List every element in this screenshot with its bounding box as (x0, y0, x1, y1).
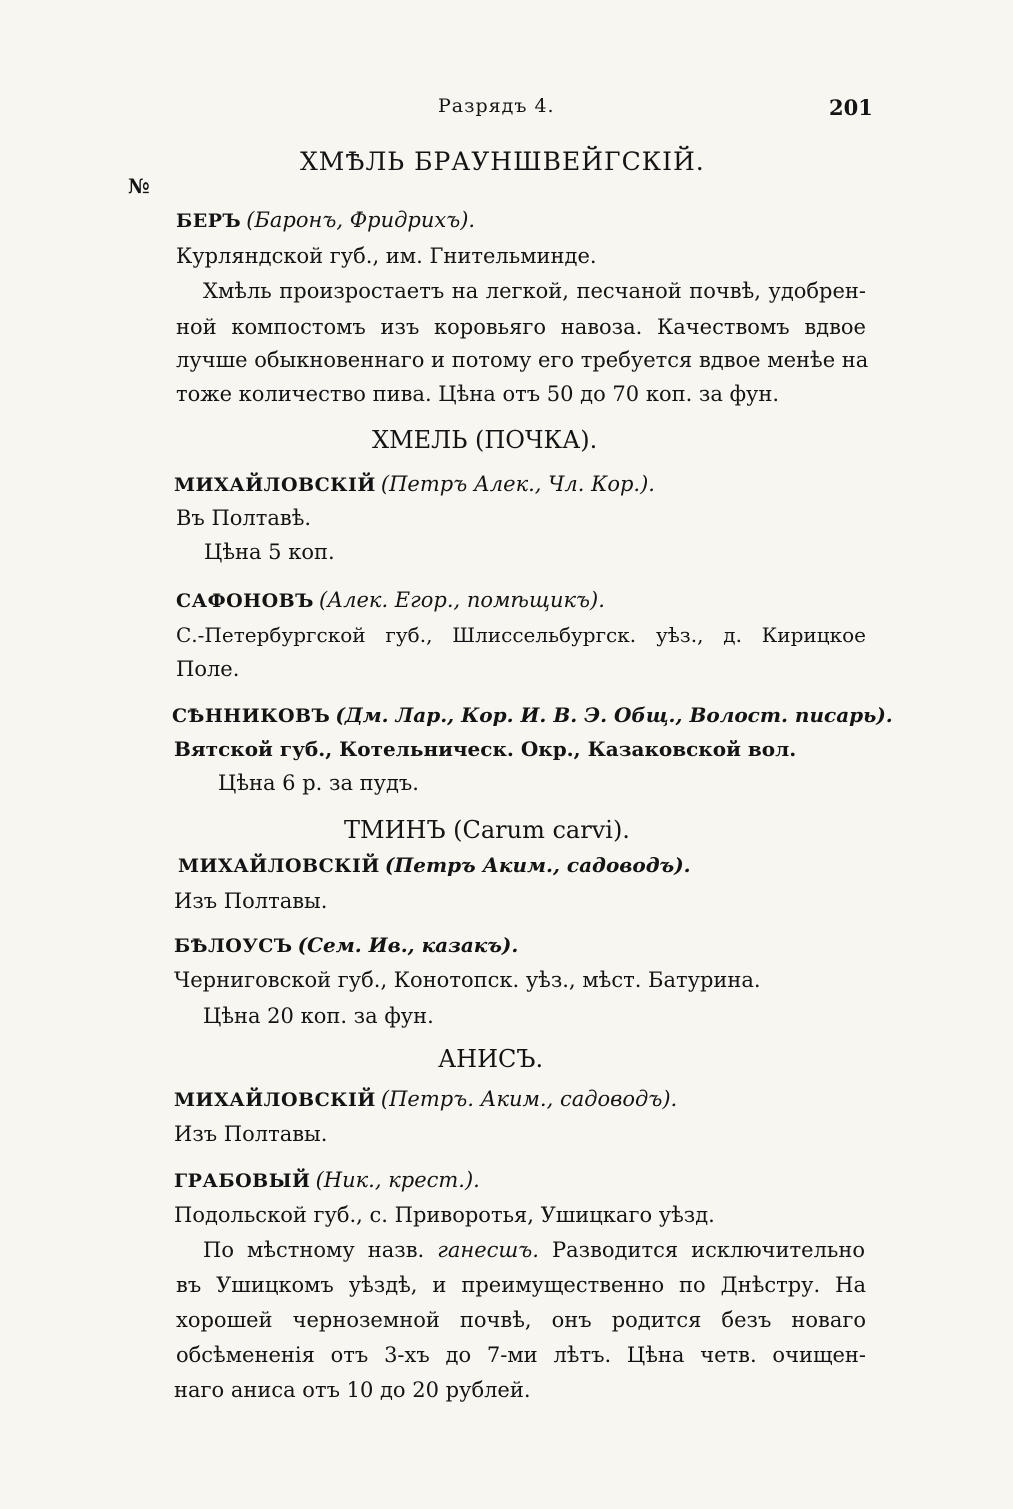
page-title: ХМѢЛЬ БРАУНШВЕЙГСКІЙ. (300, 147, 705, 176)
entry-ber-desc-line: ной компостомъ изъ коровьяго навоза. Качествомъ вдвое (176, 315, 866, 339)
entry-mikhailovsky-3-place: Изъ Полтавы. (174, 1122, 328, 1146)
entry-mikhailovsky-3-details: (Петръ. Аким., садоводъ). (380, 1087, 678, 1111)
page-number: 201 (829, 95, 873, 120)
entry-ber-details: (Баронъ, Фридрихъ). (246, 208, 476, 232)
entry-grabovy-desc-line: наго аниса отъ 10 до 20 рублей. (174, 1378, 531, 1402)
entry-ber-heading (176, 210, 475, 231)
entry-safonov-details: (Алек. Егор., помѣщикъ). (319, 588, 605, 612)
entry-safonov-name: САФОНОВЪ (176, 590, 314, 612)
entry-ber-place: Курляндской губ., им. Гнительминде. (176, 244, 597, 268)
entry-belous-place: Черниговской губ., Конотопск. уѣз., мѣст. Батурина. (174, 968, 761, 992)
entry-sennikov-name: СѢННИКОВЪ (172, 705, 331, 727)
entry-mikhailovsky-1-heading (174, 474, 655, 495)
entry-sennikov-price: Цѣна 6 р. за пудъ. (218, 771, 419, 795)
entry-grabovy-desc-line: хорошей черноземной почвѣ, онъ родится безъ новаго (176, 1308, 866, 1332)
entry-mikhailovsky-2-place: Изъ Полтавы. (174, 889, 328, 913)
entry-ber-desc-line: Хмѣль произростаетъ на легкой, песчаной почвѣ, удобрен- (203, 279, 866, 303)
entry-belous-name: БѢЛОУСЪ (174, 935, 293, 957)
entry-sennikov-details: (Дм. Лар., Кор. И. В. Э. Общ., Волост. писарь). (335, 703, 893, 727)
running-header: Разрядъ 4. (438, 95, 555, 117)
entry-sennikov-heading (172, 705, 893, 726)
entry-ber-name: БЕРЪ (176, 210, 242, 232)
entry-ber-desc-line: лучше обыкновеннаго и потому его требуется вдвое менѣе на (176, 348, 869, 372)
entry-mikhailovsky-1-place: Въ Полтавѣ. (176, 506, 312, 530)
entry-grabovy-name: ГРАБОВЫЙ (174, 1170, 311, 1192)
number-sign: № (128, 174, 150, 198)
section-caraway: ТМИНЪ (Carum carvi). (344, 816, 630, 844)
section-anise: АНИСЪ. (438, 1045, 544, 1073)
entry-mikhailovsky-2-details: (Петръ Аким., садоводъ). (384, 853, 691, 877)
entry-grabovy-desc-line (203, 1240, 865, 1261)
entry-mikhailovsky-3-name: МИХАЙЛОВСКІЙ (174, 1089, 376, 1111)
entry-mikhailovsky-2-heading (178, 855, 691, 876)
entry-grabovy-local-name: ганесшъ. (437, 1238, 539, 1262)
entry-safonov-place-cont: Поле. (176, 657, 240, 681)
entry-mikhailovsky-2-name: МИХАЙЛОВСКІЙ (178, 855, 380, 877)
entry-grabovy-desc-line: въ Ушицкомъ уѣздѣ, и преимущественно по Днѣстру. На (176, 1273, 866, 1297)
entry-sennikov-place: Вятской губ., Котельническ. Окр., Казаковской вол. (174, 737, 797, 761)
entry-ber-desc-line: тоже количество пива. Цѣна отъ 50 до 70 коп. за фун. (176, 382, 780, 406)
entry-grabovy-desc-line: обсѣмененія отъ 3-хъ до 7-ми лѣтъ. Цѣна четв. очищен- (176, 1343, 866, 1367)
entry-safonov-place: С.-Петербургской губ., Шлиссельбургск. уѣз., д. Кирицкое (176, 623, 866, 647)
entry-mikhailovsky-3-heading (174, 1089, 677, 1110)
entry-mikhailovsky-1-details: (Петръ Алек., Чл. Кор.). (380, 472, 655, 496)
entry-belous-price: Цѣна 20 коп. за фун. (203, 1004, 434, 1028)
entry-grabovy-place: Подольской губ., с. Приворотья, Ушицкаго уѣзд. (174, 1203, 715, 1227)
section-hops-bud: ХМЕЛЬ (ПОЧКА). (372, 426, 598, 454)
entry-grabovy-details: (Ник., крест.). (315, 1168, 480, 1192)
entry-mikhailovsky-1-price: Цѣна 5 коп. (204, 540, 335, 564)
entry-belous-details: (Сем. Ив., казакъ). (297, 933, 519, 957)
entry-belous-heading (174, 935, 518, 956)
entry-mikhailovsky-1-name: МИХАЙЛОВСКІЙ (174, 474, 376, 496)
entry-grabovy-heading (174, 1170, 480, 1191)
entry-grabovy-desc-part: Разводится исключительно (551, 1238, 865, 1262)
entry-safonov-heading (176, 590, 605, 611)
entry-grabovy-desc-part: По мѣстному назв. (203, 1238, 425, 1262)
